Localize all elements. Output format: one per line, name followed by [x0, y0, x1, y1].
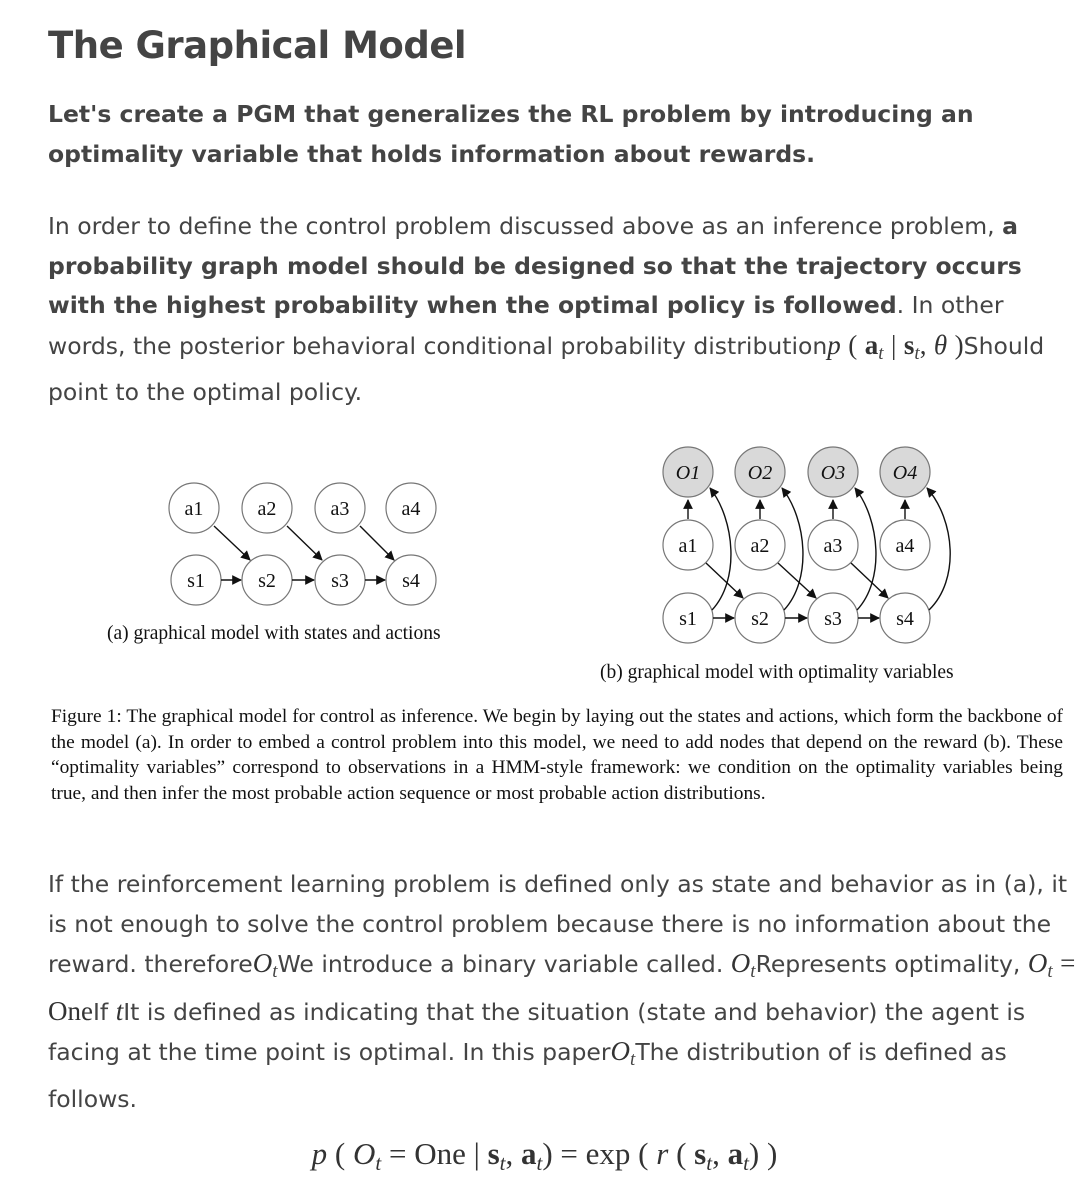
intro-text-2: . In other words, the posterior behavioral conditional probability distribution [48, 291, 1004, 360]
label-a4: a4 [401, 498, 421, 520]
label-o1: O1 [675, 462, 701, 484]
explanation-paragraph [48, 865, 1078, 1119]
expl-text-4: If [92, 997, 109, 1026]
intro-paragraph [48, 207, 1078, 413]
label-b-s4: s4 [896, 608, 914, 630]
expl-math-o1: $O_t$ [252, 948, 278, 982]
intro-math: p ( $a_t$ | $s_t$, θ ) [827, 329, 964, 364]
page-title: The Graphical Model [48, 24, 467, 67]
label-o3: O3 [820, 462, 846, 484]
caption-a: (a) graphical model with states and actions [107, 623, 441, 644]
label-a2: a2 [257, 498, 277, 520]
label-b-a1: a1 [678, 535, 698, 557]
label-s3: s3 [331, 570, 349, 592]
expl-text-5: It is defined as indicating that the situation (state and behavior) the agent is facing at the time point is optimal. In this paper [48, 997, 1026, 1066]
intro-text-1: In order to define the control problem discussed above as an inference problem, [48, 212, 995, 240]
label-s4: s4 [402, 570, 420, 592]
diagram-b [663, 447, 930, 643]
label-s1: s1 [187, 570, 205, 592]
label-o4: O4 [892, 462, 918, 484]
expl-math-t: t [115, 995, 124, 1026]
expl-text-2: We introduce a binary variable called. [277, 950, 724, 978]
label-b-s3: s3 [824, 608, 842, 630]
expl-math-o2: $O_t$ [730, 948, 756, 982]
label-a1: a1 [184, 498, 204, 520]
intro-bold-2: so that the trajectory occurs with the highest probability when the optimal policy is followed [48, 251, 1022, 319]
intro-text-3: Should point to the optimal policy. [48, 331, 1045, 406]
intro-bold-1: a probability graph model should be designed [48, 212, 1018, 280]
label-b-s2: s2 [751, 608, 769, 630]
expl-text-6: The distribution of is defined as follows. [48, 1038, 1007, 1113]
caption-b: (b) graphical model with optimality variables [600, 662, 954, 683]
diagram-a-edges [214, 526, 394, 580]
lead-paragraph: Let's create a PGM that generalizes the RL problem by introducing an optimality variable that holds information about rewards. [48, 100, 974, 168]
expl-text-3: Represents optimality, [755, 950, 1021, 978]
label-b-a2: a2 [750, 535, 770, 557]
expl-math-eq: $O_t$ = One [48, 948, 1076, 1026]
label-s2: s2 [258, 570, 276, 592]
figure-caption: Figure 1: The graphical model for control as inference. We begin by laying out the states and actions, which form the backbone of the model (a). In order to embed a control problem into this model, we need to add nodes that depend on the reward (b). These “optimality variables” correspond to observations in a HMM-style framework: we condition on the optimality variables being true, and then infer the most probable action sequence or most probable action distributions. [51, 706, 1063, 804]
label-b-a3: a3 [823, 535, 843, 557]
label-a3: a3 [330, 498, 350, 520]
label-b-s1: s1 [679, 608, 697, 630]
label-o2: O2 [747, 462, 773, 484]
graphical-model-figure [0, 430, 1089, 700]
optimality-equation: p ( Ot = One | st, at) = exp ( r ( st, at) ) [311, 1136, 778, 1175]
expl-text-1: If the reinforcement learning problem is defined only as state and behavior as in (a), it is not enough to solve the control problem because there is no information about the reward. therefore [48, 870, 1068, 978]
label-b-a4: a4 [895, 535, 915, 557]
diagram-a [169, 483, 436, 605]
expl-math-o3: $O_t$ [610, 1036, 636, 1070]
